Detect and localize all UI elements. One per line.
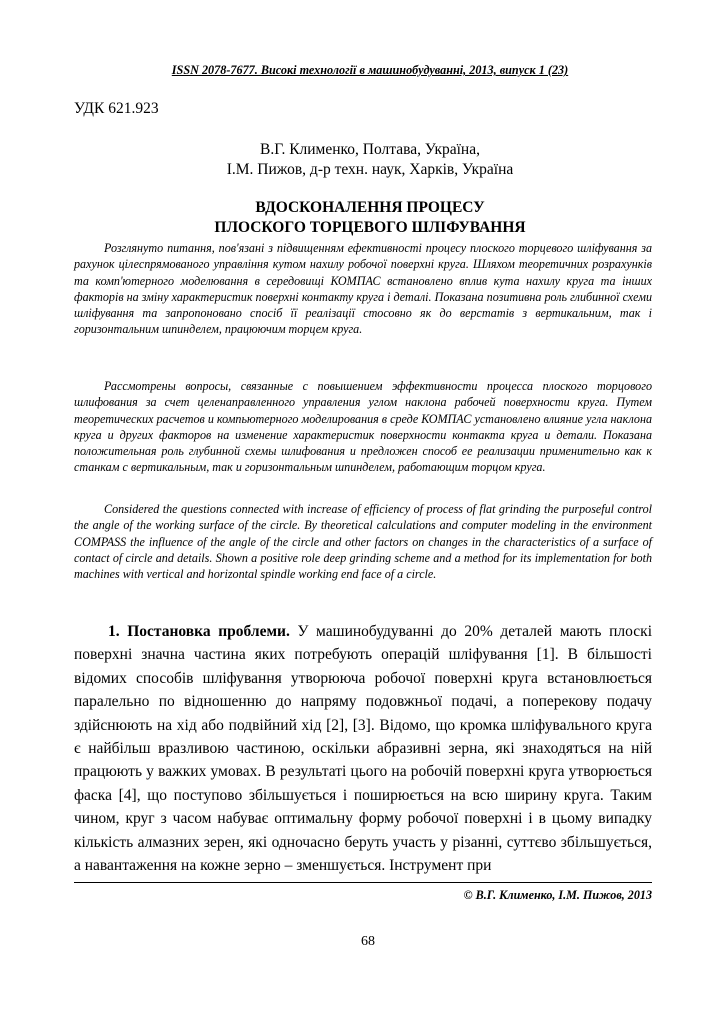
title-line: ПЛОСКОГО ТОРЦЕВОГО ШЛІФУВАННЯ bbox=[214, 219, 526, 236]
author-line: І.М. Пижов, д-р техн. наук, Харків, Україна bbox=[226, 161, 514, 178]
abstract-russian: Рассмотрены вопросы, связанные с повышением эффективности процесса плоского торцового шлифования за счет целенаправленного управления углом наклона рабочей поверхности круга. Путем теоретических расчетов и компьютерного моделирования в среде КОМПАС установлено влияние угла наклона круга и других факторов на изменение характеристик поверхности контакта круга и детали. Показана положительная роль глубинной схемы шлифования и предложен способ ее реализации применительно как к станкам с вертикальным, так и горизонтальным шпинделем, работающим торцом круга. bbox=[74, 379, 652, 475]
authors-block bbox=[0, 140, 724, 180]
page-number: 68 bbox=[361, 934, 375, 949]
section-heading: 1. Постановка проблеми. bbox=[108, 623, 290, 640]
article-title bbox=[0, 198, 724, 238]
abstract-ukrainian: Розглянуто питання, пов'язані з підвищенням ефективності процесу плоского торцевого шліфування за рахунок цілеспрямованого управління кутом нахилу робочої поверхні круга. Шляхом теоретичних розрахунків та комп'ютерного моделювання в середовищі КОМПАС встановлено вплив кута нахилу круга та інших факторів на зміну характеристик поверхні контакту круга і деталі. Показана позитивна роль глибинної схеми шліфування та запропоновано спосіб її реалізації стосовно як до верстатів з вертикальним, так і горизонтальним шпинделем, працюючим торцем круга. bbox=[74, 241, 652, 337]
section-paragraph bbox=[74, 620, 652, 877]
author-line: В.Г. Клименко, Полтава, Україна, bbox=[260, 141, 480, 158]
abstract-english: Considered the questions connected with increase of efficiency of process of flat grinding the purposeful control the angle of the working surface of the circle. By theoretical calculations and computer modeling in the environment COMPASS the influence of the angle of the circle and other factors on changes in the characteristics of a surface of contact of circle and details. Shown a positive role deep grinding scheme and a method for its implementation for both machines with vertical and horizontal spindle working end face of a circle. bbox=[74, 502, 652, 582]
copyright-notice: © В.Г. Клименко, І.М. Пижов, 2013 bbox=[463, 888, 652, 902]
section-text: У машинобудуванні до 20% деталей мають плоскі поверхні значна частина яких потребують операцій шліфування [1]. В більшості відомих способів шліфування утворююча робочої поверхні круга встановлюється паралельно по відношенню до напряму подовжньої подачі, а поперекову подачу здійснюють на хід або подвійний хід [2], [3]. Відомо, що кромка шліфувального круга є найбільш вразливою частиною, оскільки абразивні зерна, які знаходяться на ній працюють у важких умовах. В результаті цього на робочій поверхні круга утворюється фаска [4], що поступово збільшується і поширюється на всю ширину круга. Таким чином, круг з часом набуває оптимальну форму робочої поверхні і в цьому випадку кількість алмазних зерен, які одночасно беруть участь у різанні, суттєво збільшується, а навантаження на кожне зерно – зменшується. Інструмент при bbox=[74, 623, 652, 875]
footer-divider bbox=[74, 882, 652, 883]
running-header: ISSN 2078-7677. Високі технології в машинобудуванні, 2013, випуск 1 (23) bbox=[171, 63, 569, 77]
title-line: ВДОСКОНАЛЕННЯ ПРОЦЕСУ bbox=[255, 199, 485, 216]
udc-code: УДК 621.923 bbox=[74, 100, 159, 117]
